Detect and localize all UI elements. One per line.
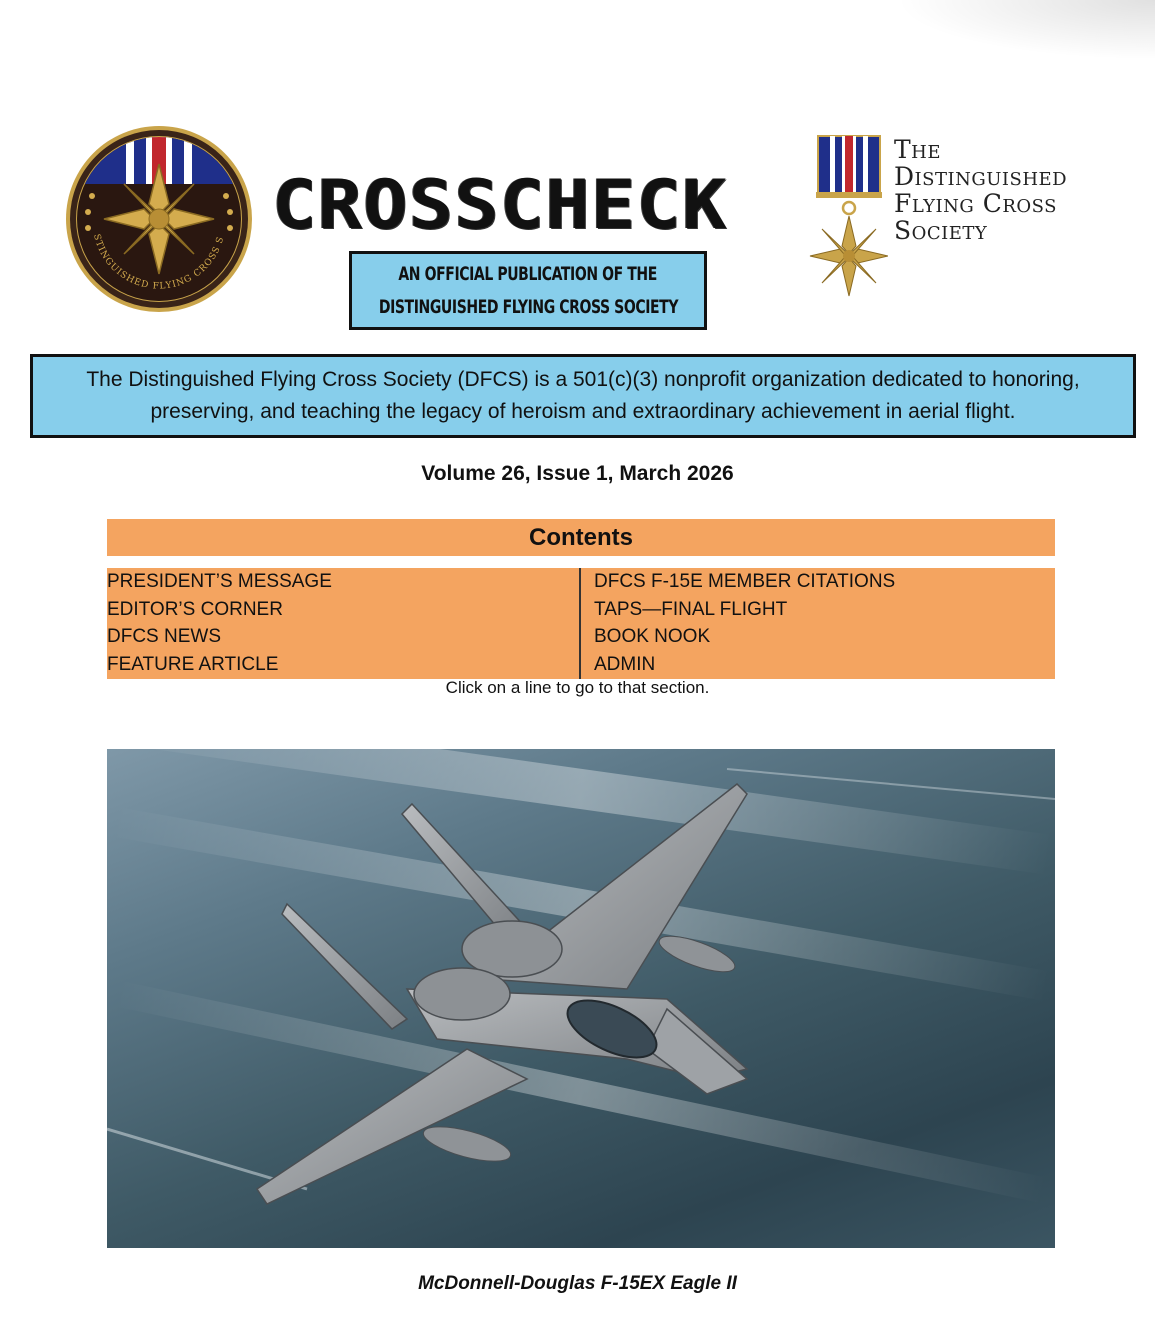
contents-table	[107, 568, 1055, 679]
society-line-2: Distinguished	[894, 162, 1068, 191]
toc-feature-article[interactable]: FEATURE ARTICLE	[107, 654, 279, 676]
toc-editors-corner[interactable]: EDITOR’S CORNER	[107, 598, 283, 620]
toc-presidents-message[interactable]: PRESIDENT’S MESSAGE	[107, 571, 332, 592]
society-line-1: The	[894, 135, 942, 164]
official-publication-box	[349, 251, 707, 330]
society-line-4: Society	[894, 216, 988, 245]
society-line-3: Flying Cross	[894, 189, 1058, 218]
contents-right-column	[581, 568, 1055, 679]
page-corner-shadow	[895, 0, 1155, 60]
toc-book-nook[interactable]: BOOK NOOK	[594, 626, 711, 648]
seal-text: STINGUISHED FLYING CROSS S	[91, 233, 227, 292]
f15-jet-photo	[107, 749, 1055, 1248]
toc-admin[interactable]: ADMIN	[594, 654, 656, 676]
contents-left-column	[107, 568, 581, 679]
dfc-seal-icon	[64, 124, 254, 314]
masthead-title: CROSSCHECK	[272, 165, 728, 245]
mission-statement: The Distinguished Flying Cross Society (DFCS) is a 501(c)(3) nonprofit organization dedicated to honoring, preserving, and teaching the legacy of heroism and extraordinary achievement in aerial flight.	[30, 354, 1136, 438]
toc-taps-final-flight[interactable]: TAPS—FINAL FLIGHT	[594, 598, 788, 620]
contents-title: Contents	[107, 519, 1055, 556]
official-line-1: AN OFFICIAL PUBLICATION OF THE	[398, 262, 658, 285]
official-line-2: DISTINGUISHED FLYING CROSS SOCIETY	[378, 295, 678, 318]
contents-hint: Click on a line to go to that section.	[445, 678, 710, 697]
society-name	[894, 136, 1067, 244]
toc-member-citations[interactable]: DFCS F-15E MEMBER CITATIONS	[594, 571, 896, 592]
issue-volume: Volume 26, Issue 1, March 2026	[421, 462, 734, 485]
photo-caption: McDonnell-Douglas F-15EX Eagle II	[418, 1273, 737, 1294]
dfc-medal-icon	[808, 134, 888, 298]
toc-dfcs-news[interactable]: DFCS NEWS	[107, 626, 221, 648]
